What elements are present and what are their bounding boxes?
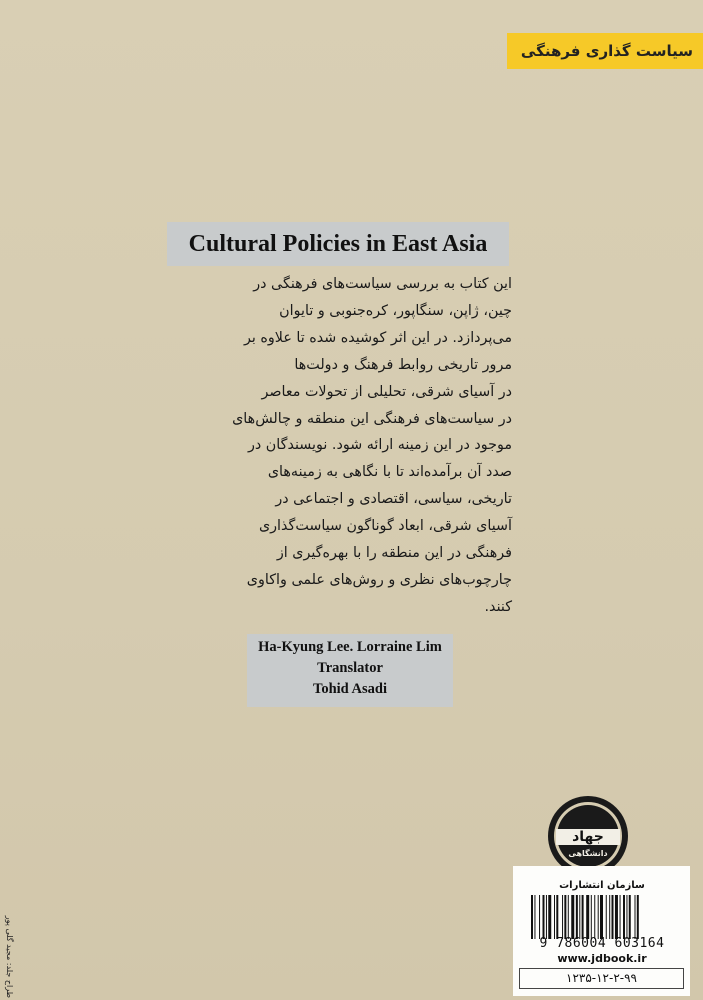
summary-line: چین، ژاپن، سنگاپور، کره‌جنوبی و تایوان <box>279 302 512 319</box>
barcode-bar <box>600 895 603 939</box>
barcode-bar <box>623 895 625 939</box>
book-summary <box>170 271 512 621</box>
catalog-code: ۱۲۳۵-۱۲-۲-۹۹ <box>519 968 684 989</box>
summary-line: کنند. <box>484 598 512 615</box>
translator-name: Tohid Asadi <box>312 681 388 697</box>
summary-line: فرهنگی در این منطقه را با بهره‌گیری از <box>276 545 512 562</box>
summary-line: در سیاست‌های فرهنگی این منطقه و چالش‌های <box>232 410 512 427</box>
barcode-bar <box>539 895 540 939</box>
summary-line: تاریخی، سیاسی، اقتصادی و اجتماعی در <box>275 491 512 508</box>
barcode-bar <box>534 895 535 939</box>
barcode-bar <box>579 895 580 939</box>
book-title-english: Cultural Policies in East Asia <box>188 231 488 257</box>
barcode-bar <box>531 895 533 939</box>
summary-line: چارچوب‌های نظری و روش‌های علمی واکاوی <box>246 571 512 588</box>
summary-line: موجود در این زمینه ارائه شود. نویسندگان در <box>247 437 512 454</box>
summary-line: این کتاب به بررسی سیاست‌های فرهنگی در <box>253 276 512 292</box>
translator-label: Translator <box>317 660 383 676</box>
credits <box>247 637 453 700</box>
barcode-bar <box>564 895 566 939</box>
barcode-bar <box>629 895 631 939</box>
barcode-bar <box>591 895 592 939</box>
barcode-bar <box>571 895 574 939</box>
barcode-bar <box>598 895 599 939</box>
barcode-bar <box>568 895 569 939</box>
barcode-bar <box>586 895 589 939</box>
barcode-bar <box>543 895 545 939</box>
barcode-bar <box>546 895 547 939</box>
barcode-bar <box>612 895 614 939</box>
summary-line: صدد آن برآمده‌اند تا با نگاهی به زمینه‌های <box>267 464 512 481</box>
cover-designer-credit: طراح جلد: مجید گلی پور <box>5 915 14 998</box>
publisher-org: سازمان انتشارات <box>559 880 645 891</box>
summary-line: مرور تاریخی روابط فرهنگ و دولت‌ها <box>294 356 512 373</box>
barcode-bar <box>576 895 578 939</box>
barcode-bar <box>554 895 555 939</box>
barcode-bar <box>582 895 584 939</box>
summary-line: می‌پردازد. در این اثر کوشیده شده تا علاوه بر <box>243 329 512 346</box>
isbn-number: 9 786004 603164 <box>539 936 665 951</box>
barcode-bar <box>548 895 551 939</box>
isbn-barcode <box>529 895 674 939</box>
logo-text: جهاد <box>572 829 604 845</box>
barcode-bar <box>626 895 627 939</box>
series-tag: سیاست گذاری فرهنگی <box>507 33 703 69</box>
barcode-bar <box>637 895 639 939</box>
barcode-bar <box>606 895 607 939</box>
barcode-bar <box>556 895 558 939</box>
logo-subtext: دانشگاهی <box>568 849 608 858</box>
authors: Ha-Kyung Lee. Lorraine Lim <box>258 639 442 655</box>
barcode-bar <box>620 895 621 939</box>
barcode-bar <box>635 895 636 939</box>
barcode-bar <box>594 895 595 939</box>
summary-line: آسیای شرقی، ابعاد گوناگون سیاست‌گذاری <box>258 518 512 535</box>
barcode-bar <box>562 895 563 939</box>
barcode-bar <box>609 895 610 939</box>
barcode-bar <box>615 895 618 939</box>
publisher-website: www.jdbook.ir <box>557 952 647 965</box>
summary-line: در آسیای شرقی، تحلیلی از تحولات معاصر <box>261 383 512 400</box>
